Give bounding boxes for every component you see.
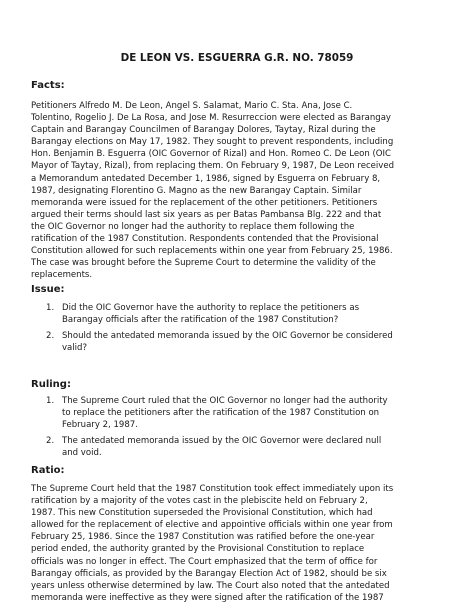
list-number: 1.	[46, 396, 55, 406]
list-text: Should the antedated memoranda issued by the OIC Governor be considered valid?	[62, 331, 393, 354]
facts-heading: Facts:	[31, 80, 65, 91]
issue-heading: Issue:	[31, 284, 65, 295]
list-text: The antedated memoranda issued by the OIC Governor were declared null and void.	[62, 436, 382, 459]
facts-body: Petitioners Alfredo M. De Leon, Angel S. Salamat, Mario C. Sta. Ana, Jose C. Tolentino, Rogelio J. De La Rosa, and Jose M. Resurreccion were elected as Barangay Captain and Barangay Councilmen of Barangay Dolores, Taytay, Rizal during the Barangay elections on May 17, 1982. They sought to prevent respondents, including Hon. Benjamin B. Esguerra (OIC Governor of Rizal) and Hon. Romeo C. De Leon (OIC Mayor of Taytay, Rizal), from replacing them. On February 9, 1987, De Leon received a Memorandum antedated December 1, 1986, signed by Esguerra on February 8, 1987, designating Florentino G. Magno as the new Barangay Captain. Similar memoranda were issued for the replacement of the other petitioners. Petitioners argued their terms should last six years as per Batas Pambansa Blg. 222 and that the OIC Governor no longer had the authority to replace them following the ratification of the 1987 Constitution. Respondents contended that the Provisional Constitution allowed for such replacements within one year from February 25, 1986. The case was brought before the Supreme Court to determine the validity of the replacements.	[31, 101, 395, 281]
ratio-body: The Supreme Court held that the 1987 Constitution took effect immediately upon its ratification by a majority of the votes cast in the plebiscite held on February 2, 1987. This new Constitution superseded the Provisional Constitution, which had allowed for the replacement of elective and appointive officials within one year from February 25, 1986. Since the 1987 Constitution was ratified before the one-year period ended, the authority granted by the Provisional Constitution to replace officials was no longer in effect. The Court emphasized that the term of office for Barangay officials, as provided by the Barangay Election Act of 1982, should be six years unless otherwise determined by law. The Court also noted that the antedated memoranda were ineffective as they were signed after the ratification of the 1987	[31, 484, 394, 603]
list-text: The Supreme Court ruled that the OIC Governor no longer had the authority to replace the petitioners after the ratification of the 1987 Constitution on February 2, 1987.	[62, 396, 388, 431]
ruling-heading: Ruling:	[31, 379, 71, 390]
document-title: DE LEON VS. ESGUERRA G.R. NO. 78059	[120, 52, 354, 64]
list-number: 2.	[46, 331, 55, 341]
ratio-heading: Ratio:	[31, 465, 65, 476]
list-number: 1.	[46, 303, 55, 313]
list-text: Did the OIC Governor have the authority to replace the petitioners as Barangay officials after the ratification of the 1987 Constitution?	[62, 303, 360, 326]
list-number: 2.	[46, 436, 55, 446]
